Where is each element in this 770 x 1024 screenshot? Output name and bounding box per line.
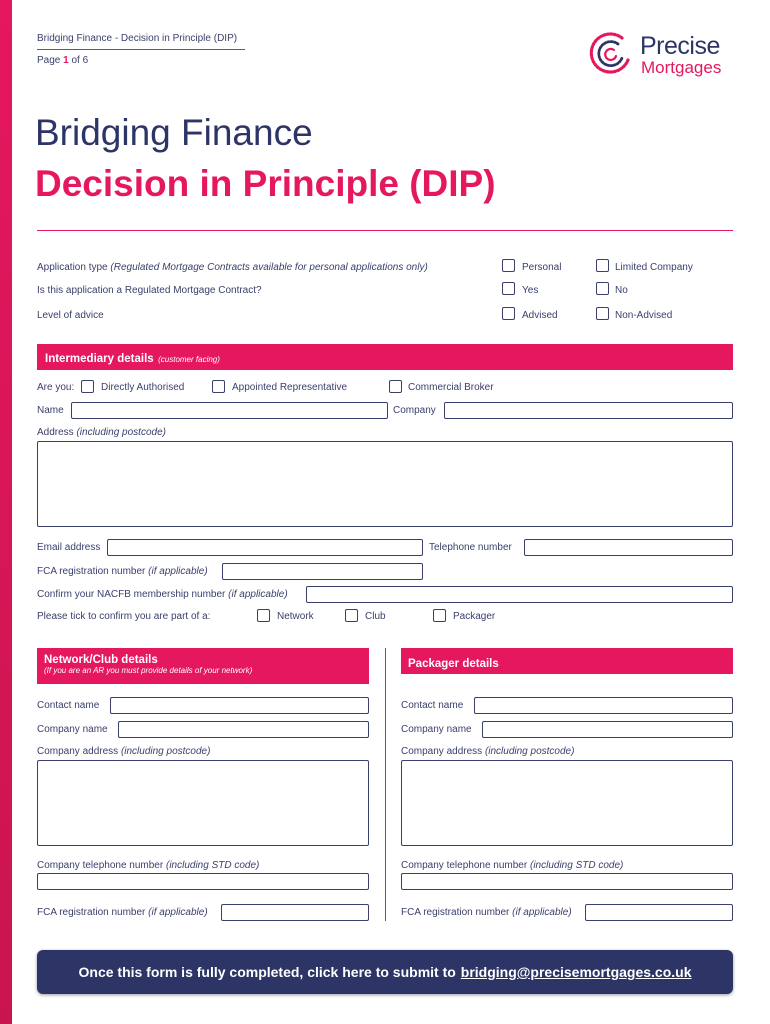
company-label: Company xyxy=(393,405,436,416)
email-label: Email address xyxy=(37,542,101,553)
address-label: Address (including postcode) xyxy=(37,427,166,438)
regulated-yes-label: Yes xyxy=(522,285,539,296)
network-address-label: Company address (including postcode) xyxy=(37,746,211,757)
brand-sidebar-stripe xyxy=(0,0,12,1024)
header-rule xyxy=(37,49,245,50)
tick-confirm-label: Please tick to confirm you are part of a: xyxy=(37,611,211,622)
name-field[interactable] xyxy=(71,402,388,419)
title-rule xyxy=(37,230,733,231)
precise-mortgages-logo xyxy=(588,30,738,80)
network-address-field[interactable] xyxy=(37,760,369,846)
directly-authorised-checkbox[interactable] xyxy=(81,380,94,393)
email-field[interactable] xyxy=(107,539,423,556)
network-checkbox[interactable] xyxy=(257,609,270,622)
network-fca-label: FCA registration number (if applicable) xyxy=(37,907,208,918)
packager-company-label: Company name xyxy=(401,724,472,735)
network-contact-label: Contact name xyxy=(37,700,100,711)
regulated-no-label: No xyxy=(615,285,628,296)
document-title: Bridging Finance - Decision in Principle (DIP) xyxy=(37,33,238,44)
submit-button[interactable] xyxy=(37,950,733,994)
packager-company-field[interactable] xyxy=(482,721,733,738)
nacfb-field[interactable] xyxy=(306,586,733,603)
network-label: Network xyxy=(277,611,314,622)
packager-contact-field[interactable] xyxy=(474,697,733,714)
network-phone-field[interactable] xyxy=(37,873,369,890)
club-checkbox[interactable] xyxy=(345,609,358,622)
network-club-details-header: Network/Club details (If you are an AR you must provide details of your network) xyxy=(37,648,369,684)
company-field[interactable] xyxy=(444,402,733,419)
fca-registration-label: FCA registration number (if applicable) xyxy=(37,566,208,577)
regulated-yes-checkbox[interactable] xyxy=(502,282,515,295)
logo-word-precise: Precise xyxy=(640,32,720,60)
packager-phone-label: Company telephone number (including STD code) xyxy=(401,860,624,871)
packager-label: Packager xyxy=(453,611,496,622)
appointed-representative-checkbox[interactable] xyxy=(212,380,225,393)
logo-word-mortgages: Mortgages xyxy=(641,58,722,77)
advised-label: Advised xyxy=(522,310,558,321)
logo-swirl-icon xyxy=(588,32,634,78)
network-company-field[interactable] xyxy=(118,721,369,738)
address-field[interactable] xyxy=(37,441,733,527)
are-you-label: Are you: xyxy=(37,382,75,393)
personal-checkbox[interactable] xyxy=(502,259,515,272)
network-company-label: Company name xyxy=(37,724,108,735)
regulated-no-checkbox[interactable] xyxy=(596,282,609,295)
advised-checkbox[interactable] xyxy=(502,307,515,320)
telephone-field[interactable] xyxy=(524,539,733,556)
network-contact-field[interactable] xyxy=(110,697,369,714)
page-subtitle: Decision in Principle (DIP) xyxy=(35,163,496,204)
commercial-broker-label: Commercial Broker xyxy=(408,382,494,393)
network-fca-field[interactable] xyxy=(221,904,369,921)
packager-phone-field[interactable] xyxy=(401,873,733,890)
non-advised-label: Non-Advised xyxy=(615,310,673,321)
limited-company-label: Limited Company xyxy=(615,262,693,273)
telephone-label: Telephone number xyxy=(429,542,512,553)
directly-authorised-label: Directly Authorised xyxy=(101,382,185,393)
club-label: Club xyxy=(365,611,386,622)
appointed-representative-label: Appointed Representative xyxy=(232,382,348,393)
packager-address-field[interactable] xyxy=(401,760,733,846)
packager-contact-label: Contact name xyxy=(401,700,464,711)
page-title: Bridging Finance xyxy=(35,112,313,153)
packager-address-label: Company address (including postcode) xyxy=(401,746,575,757)
page-indicator: Page 1 of 6 xyxy=(37,55,89,66)
submit-email-link[interactable]: bridging@precisemortgages.co.uk xyxy=(460,964,692,980)
fca-registration-field[interactable] xyxy=(222,563,423,580)
nacfb-label: Confirm your NACFB membership number (if applicable) xyxy=(37,589,288,600)
network-phone-label: Company telephone number (including STD code) xyxy=(37,860,260,871)
packager-details-header: Packager details xyxy=(401,648,733,674)
level-of-advice-label: Level of advice xyxy=(37,310,104,321)
regulated-contract-label: Is this application a Regulated Mortgage Contract? xyxy=(37,285,262,296)
packager-fca-label: FCA registration number (if applicable) xyxy=(401,907,572,918)
packager-fca-field[interactable] xyxy=(585,904,733,921)
packager-checkbox[interactable] xyxy=(433,609,446,622)
name-label: Name xyxy=(37,405,64,416)
intermediary-details-header: Intermediary details (customer facing) xyxy=(37,344,733,370)
submit-button-label: Once this form is fully completed, click here to submit to xyxy=(78,964,456,980)
application-type-label: Application type (Regulated Mortgage Contracts available for personal applications only) xyxy=(37,262,428,273)
commercial-broker-checkbox[interactable] xyxy=(389,380,402,393)
limited-company-checkbox[interactable] xyxy=(596,259,609,272)
non-advised-checkbox[interactable] xyxy=(596,307,609,320)
personal-label: Personal xyxy=(522,262,562,273)
column-divider xyxy=(385,648,386,921)
